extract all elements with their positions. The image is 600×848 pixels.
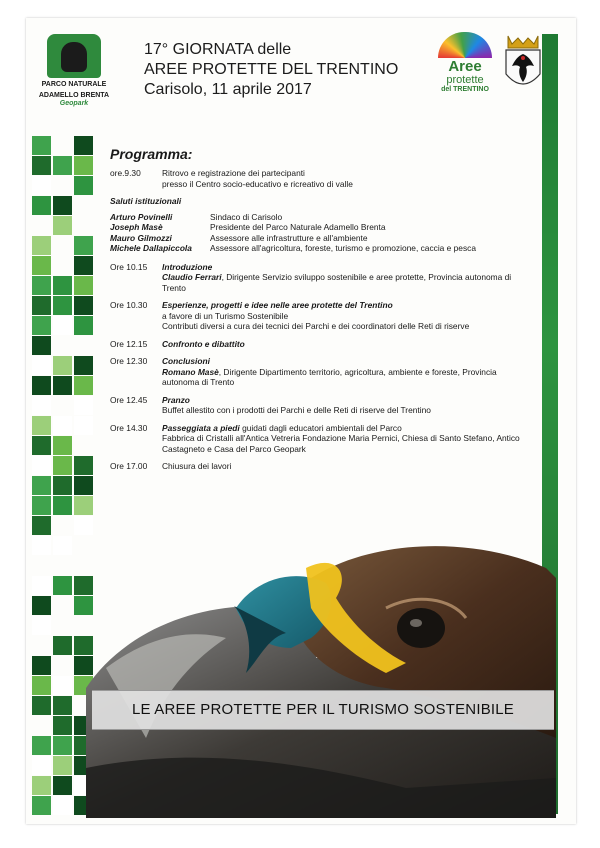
program-time: ore.9.30 — [110, 168, 141, 178]
mosaic-tile — [53, 376, 72, 395]
mosaic-tile — [32, 656, 51, 675]
mosaic-tile — [74, 176, 93, 195]
mosaic-tile — [32, 256, 51, 275]
saluti-section — [110, 196, 530, 254]
speaker-role: Sindaco di Carisolo — [210, 211, 283, 222]
program-title: Chiusura dei lavori — [162, 461, 232, 471]
speaker-role: Assessore alle infrastrutture e all'ambiente — [210, 232, 368, 243]
mosaic-tile — [32, 736, 51, 755]
mosaic-tile — [74, 416, 93, 435]
mosaic-tile — [53, 536, 72, 555]
program-time: Ore 14.30 — [110, 422, 148, 433]
mosaic-tile — [32, 176, 51, 195]
mosaic-tile — [32, 276, 51, 295]
program-time: Ore 17.00 — [110, 461, 148, 471]
speaker-name: Joseph Masè — [110, 222, 163, 232]
mosaic-tile — [32, 576, 51, 595]
park-logo-line1: PARCO NATURALE — [41, 81, 107, 88]
program-title: Esperienze, progetti e idee nelle aree protette del Trentino — [162, 300, 393, 310]
mosaic-tile — [74, 496, 93, 515]
program-text: Buffet allestito con i prodotti dei Parchi e delle Reti di riserve del Trentino — [162, 405, 431, 415]
program-list — [110, 168, 530, 479]
speaker-name: Mauro Gilmozzi — [110, 232, 172, 243]
park-logo-line2: ADAMELLO BRENTA — [38, 92, 110, 99]
mosaic-tile — [53, 156, 72, 175]
mosaic-tile — [74, 276, 93, 295]
program-text: Fabbrica di Cristalli all'Antica Vetreria Fondazione Maria Pernici, Chiesa di Santo Stefano, Antico Castagneto e Casa del Parco Geopark — [162, 433, 520, 454]
golden-eagle-image — [86, 538, 556, 818]
program-time: Ore 12.15 — [110, 338, 148, 349]
mosaic-tile — [32, 596, 51, 615]
park-logo — [38, 34, 110, 107]
mosaic-tile — [32, 196, 51, 215]
mosaic-tile — [74, 256, 93, 275]
mosaic-tile — [32, 416, 51, 435]
mosaic-tile — [32, 776, 51, 795]
mosaic-tile — [74, 356, 93, 375]
program-title: Passeggiata a piedi — [162, 422, 240, 433]
mosaic-tile — [32, 796, 51, 815]
bear-emblem-icon — [47, 34, 101, 78]
program-item-1015 — [110, 262, 530, 294]
mosaic-tile — [53, 696, 72, 715]
mosaic-tile — [53, 796, 72, 815]
program-item-1430 — [110, 423, 530, 455]
mosaic-tile — [32, 536, 51, 555]
program-text: a favore di un Turismo Sostenibile — [162, 310, 289, 321]
mosaic-tile — [74, 396, 93, 415]
mosaic-tile — [32, 756, 51, 775]
mosaic-tile — [74, 156, 93, 175]
mosaic-tile — [32, 336, 51, 355]
mosaic-tile — [53, 476, 72, 495]
speaker-name: Arturo Povinelli — [110, 211, 173, 222]
mosaic-tile — [74, 316, 93, 335]
mosaic-tile — [32, 436, 51, 455]
saluti-heading: Saluti istituzionali — [110, 196, 182, 206]
program-time: Ore 10.15 — [110, 261, 148, 272]
mosaic-tile — [53, 196, 72, 215]
program-title: Introduzione — [162, 261, 213, 272]
mosaic-tile — [32, 356, 51, 375]
program-title: Pranzo — [162, 394, 190, 405]
program-heading: Programma: — [110, 146, 193, 162]
mosaic-tile — [53, 316, 72, 335]
mosaic-tile — [32, 696, 51, 715]
mosaic-tile — [32, 396, 51, 415]
program-time: Ore 12.45 — [110, 394, 148, 405]
mosaic-tile — [74, 296, 93, 315]
speaker-role: Presidente del Parco Naturale Adamello Brenta — [210, 222, 386, 232]
mosaic-tile — [32, 236, 51, 255]
mosaic-tile — [53, 716, 72, 735]
rainbow-icon — [438, 32, 492, 58]
aree-protette-logo — [436, 32, 494, 93]
slogan-banner: LE AREE PROTETTE PER IL TURISMO SOSTENIBILE — [92, 690, 554, 730]
program-speaker: Claudio Ferrari — [162, 272, 222, 282]
program-text: Ritrovo e registrazione dei partecipanti — [162, 168, 305, 178]
mosaic-tile — [32, 376, 51, 395]
speaker-row — [110, 212, 530, 223]
mosaic-tile — [32, 316, 51, 335]
mosaic-tile — [74, 476, 93, 495]
program-item-1230 — [110, 356, 530, 388]
title-date: Carisolo, 11 aprile 2017 — [144, 81, 312, 98]
program-title: Confronto e dibattito — [162, 338, 245, 349]
program-text: Contributi diversi a cura dei tecnici dei Parchi e dei coordinatori delle Reti di riserve — [162, 321, 470, 331]
mosaic-tile — [53, 676, 72, 695]
speaker-role: Assessore all'agricoltura, foreste, turismo e promozione, caccia e pesca — [210, 243, 476, 253]
mosaic-tile — [32, 516, 51, 535]
mosaic-tile — [53, 276, 72, 295]
park-logo-line3: Geopark — [59, 100, 89, 107]
mosaic-tile — [32, 296, 51, 315]
aree-logo-word2: protette — [446, 74, 484, 86]
title-line2: AREE PROTETTE DEL TRENTINO — [144, 61, 399, 78]
aree-logo-word3: del TRENTINO — [441, 86, 489, 93]
mosaic-tile — [32, 496, 51, 515]
program-item-1245 — [110, 395, 530, 416]
speaker-row — [110, 243, 530, 254]
poster-page — [26, 18, 576, 824]
program-item-1030 — [110, 300, 530, 332]
mosaic-tile — [53, 496, 72, 515]
mosaic-tile — [53, 456, 72, 475]
mosaic-tile — [32, 136, 51, 155]
program-title: Conclusioni — [162, 356, 210, 366]
mosaic-tile — [53, 296, 72, 315]
mosaic-tile — [32, 676, 51, 695]
speaker-row — [110, 222, 530, 233]
mosaic-tile — [74, 376, 93, 395]
program-time: Ore 12.30 — [110, 356, 148, 366]
speaker-name: Michele Dallapiccola — [110, 243, 192, 253]
mosaic-tile — [32, 616, 51, 635]
program-text: presso il Centro socio-educativo e ricreativo di valle — [162, 178, 353, 189]
mosaic-tile — [53, 636, 72, 655]
mosaic-tile — [53, 776, 72, 795]
program-item-0930 — [110, 168, 530, 189]
program-item-1215 — [110, 339, 530, 350]
program-item-1700 — [110, 461, 530, 472]
aree-logo-word1: Aree — [448, 58, 482, 75]
mosaic-tile — [32, 476, 51, 495]
program-text: guidati dagli educatori ambientali del Parco — [239, 422, 402, 433]
mosaic-tile — [53, 576, 72, 595]
mosaic-tile — [74, 516, 93, 535]
program-text: , Dirigente Servizio sviluppo sostenibile e aree protette, Provincia autonoma di Trento — [162, 272, 512, 293]
program-speaker: Romano Masè — [162, 366, 219, 377]
eagle-crest-icon — [502, 32, 544, 96]
mosaic-tile — [74, 456, 93, 475]
mosaic-tile — [53, 356, 72, 375]
speaker-row — [110, 233, 530, 244]
mosaic-tile — [53, 436, 72, 455]
mosaic-tile — [53, 736, 72, 755]
event-title — [144, 40, 398, 100]
program-text: , Dirigente Dipartimento territorio, agricoltura, ambiente e foreste, Provincia autonoma di Trento — [162, 366, 497, 387]
title-line1: 17° GIORNATA delle — [144, 41, 292, 58]
mosaic-tile — [53, 756, 72, 775]
mosaic-tile — [32, 456, 51, 475]
program-time: Ore 10.30 — [110, 300, 148, 310]
mosaic-tile — [74, 236, 93, 255]
mosaic-tile — [74, 136, 93, 155]
mosaic-tile — [32, 156, 51, 175]
mosaic-tile — [53, 216, 72, 235]
mosaic-tile — [53, 416, 72, 435]
